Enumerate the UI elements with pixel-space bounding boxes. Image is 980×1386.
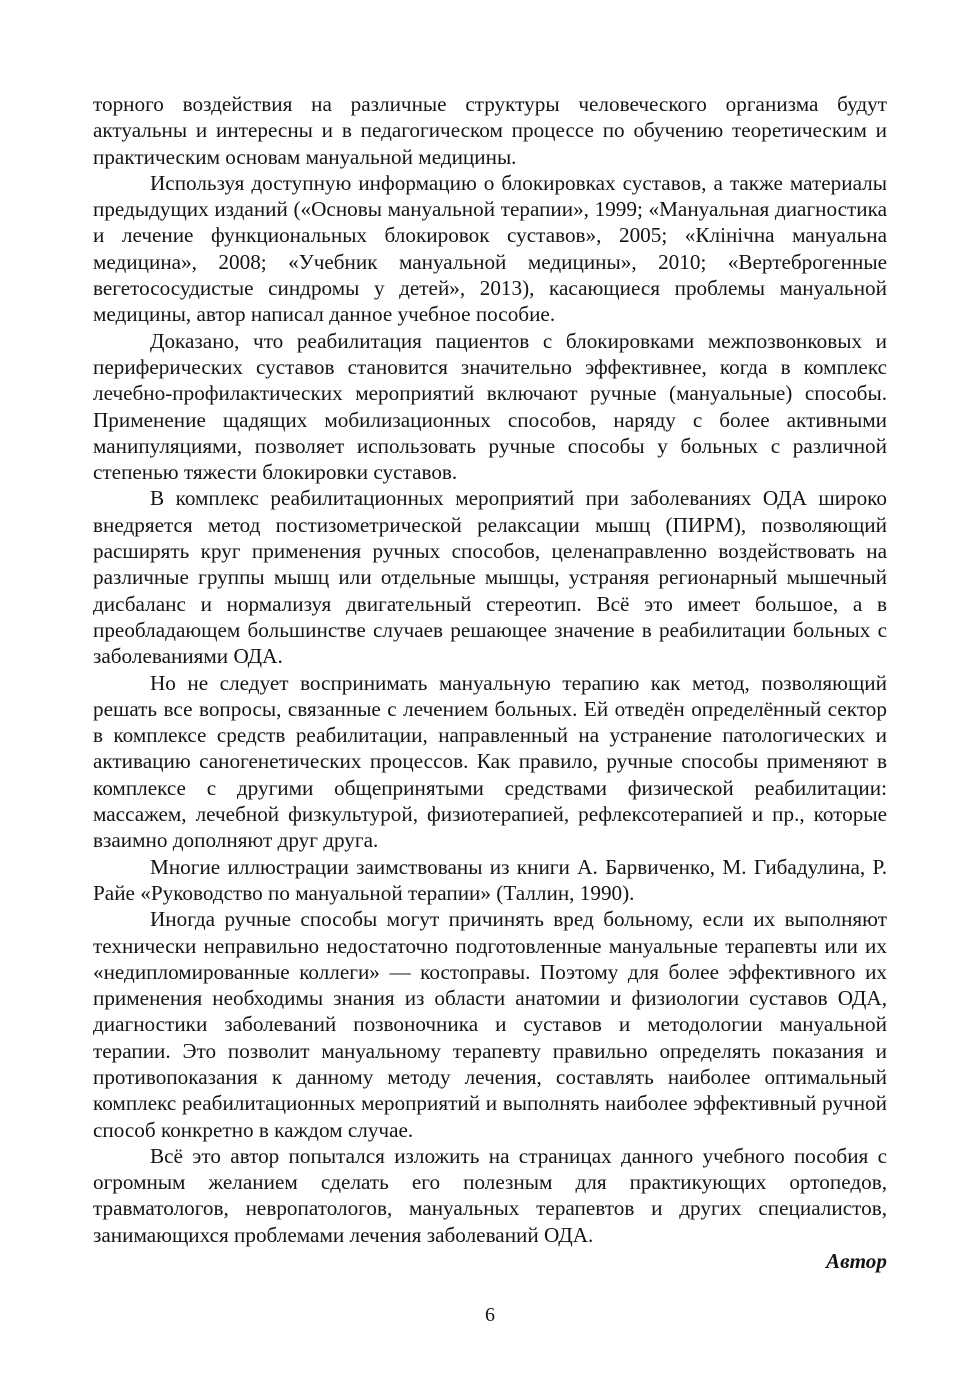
paragraph-pirm: В комплекс реабилитационных мероприятий при заболеваниях ОДА широко внедряется метод постизометрической релаксации мышц (ПИРМ), позволяющий расширять круг применения ручных способов, целенаправленно воздействовать на различные группы мышц или отдельные мышцы, устраняя регионарный мышечный дисбаланс и нормализуя двигательный стереотип. Всё это имеет большое, а в преобладающем большинстве случаев решающее значение в реабилитации больных с заболеваниями ОДА. [93,486,887,669]
paragraph-rehabilitation: Доказано, что реабилитация пациентов с блокировками межпозвонковых и периферических суставов становится значительно эффективнее, когда в комплекс лечебно-профилактических мероприятий включают ручные (мануальные) способы. Применение щадящих мобилизационных способов, наряду с более активными манипуляциями, позволяет использовать ручные способы у больных с различной степенью тяжести блокировки суставов. [93,328,887,485]
paragraph-illustrations: Многие иллюстрации заимствованы из книги А. Барвиченко, М. Гибадулина, Р. Райе «Руководство по мануальной терапии» (Таллин, 1990). [93,854,887,905]
paragraph-sources: Используя доступную информацию о блокировках суставов, а также материалы предыдущих изданий («Основы мануальной терапии», 1999; «Мануальная диагностика и лечение функциональных блокировок суставов», 2005; «Клінічна мануальна медицина», 2008; «Учебник мануальной медицины», 2010; «Вертеброгенные вегетососудистые синдромы у детей», 2013), касающиеся проблемы мануальной медицины, автор написал данное учебное пособие. [93,170,887,327]
page-number: 6 [485,1304,495,1326]
author-signature: Автор [826,1249,887,1274]
paragraph-continuation: торного воздействия на различные структуры человеческого организма будут актуальны и интересны и в педагогическом процессе по обучению теоретическим и практическим основам мануальной медицины. [93,92,887,169]
paragraph-conclusion: Всё это автор попытался изложить на страницах данного учебного пособия с огромным желанием сделать его полезным для практикующих ортопедов, травматологов, невропатологов, мануальных терапевтов и других специалистов, занимающихся проблемами лечения заболеваний ОДА. [93,1143,887,1247]
document-page [93,91,887,1274]
paragraph-manual-therapy-scope: Но не следует воспринимать мануальную терапию как метод, позволяющий решать все вопросы, связанные с лечением больных. Ей отведён определённый сектор в комплексе средств реабилитации, направленный на устранение патологических и активацию саногенетических процессов. Как правило, ручные способы применяют в комплексе с другими общепринятыми средствами физической реабилитации: массажем, лечебной физкультурой, физиотерапией, рефлексотерапией и пр., которые взаимно дополняют друг друга. [93,670,887,853]
paragraph-harm: Иногда ручные способы могут причинять вред больному, если их выполняют технически неправильно недостаточно подготовленные мануальные терапевты или их «недипломированные коллеги» — костоправы. Поэтому для более эффективного их применения необходимы знания из области анатомии и физиологии суставов ОДА, диагностики заболеваний позвоночника и суставов и методологии мануальной терапии. Это позволит мануальному терапевту правильно определять показания и противопоказания к данному методу лечения, составлять наиболее оптимальный комплекс реабилитационных мероприятий и выполнять наиболее эффективный ручной способ конкретно в каждом случае. [93,907,887,1142]
